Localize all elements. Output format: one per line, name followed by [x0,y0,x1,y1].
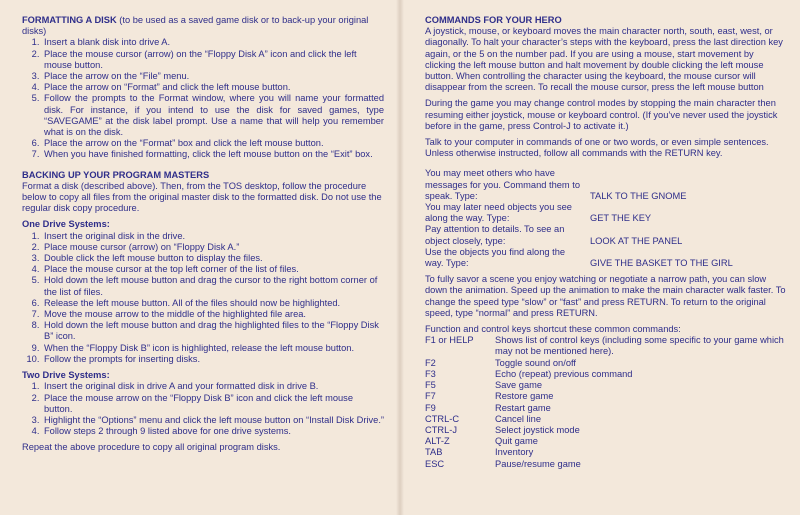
key-name: F3 [425,368,436,379]
format-heading-note: (to be used as a saved game disk or to back-up your original disks) [22,15,369,37]
list-item: 3. Double click the left mouse button to display the files. [42,253,384,264]
key-name: ALT-Z [425,436,450,447]
key-name: TAB [425,447,443,458]
commands-para-3: Talk to your computer in commands of one or two words, or even simple sentences. Unless otherwise instructed, follow all commands with the RETURN key. [425,137,769,159]
example-prompt: You may later need objects you see along the way. Type: [425,202,572,224]
format-heading: FORMATTING A DISK (to be used as a saved game disk or to back-up your original disks) [22,15,369,37]
list-item: 1. Insert the original disk in drive A and your formatted disk in drive B. [42,381,384,392]
list-item: 6. Release the left mouse button. All of the files should now be highlighted. [42,298,384,309]
list-item: 4. Place the arrow on “Format” and click the left mouse button. [42,82,384,93]
list-item: 4. Follow steps 2 through 9 listed above for one drive systems. [42,426,384,437]
list-item: 5. Hold down the left mouse button and drag the cursor to the right bottom corner of the list of files. [42,275,384,297]
list-item: 3. Highlight the “Options” menu and click the left mouse button on “Install Disk Drive.” [42,415,384,426]
key-description: Echo (repeat) previous command [495,368,633,379]
two-drive-steps [22,381,384,437]
list-item: 1. Insert a blank disk into drive A. [42,37,384,48]
one-drive-steps [22,231,384,365]
backup-intro: Format a disk (described above). Then, from the TOS desktop, follow the procedure below to copy all files from the original master disk to the formatted disk. Do not use the regular disk copy procedure. [22,180,382,214]
list-item: 2. Place the mouse arrow on the “Floppy Disk B” icon and click the left mouse button. [42,393,384,415]
list-item: 7. Move the mouse arrow to the middle of the highlighted file area. [42,309,384,320]
key-description: Quit game [495,436,538,447]
right-page [400,0,800,515]
control-keys-list [425,335,786,469]
example-command: LOOK AT THE PANEL [590,235,683,246]
key-name: ESC [425,458,445,469]
key-name: F5 [425,380,436,391]
list-item: 7. When you have finished formatting, click the left mouse button on the “Exit” box. [42,149,384,160]
list-item: 2. Place the mouse cursor (arrow) on the “Floppy Disk A” icon and click the left mouse button. [42,49,384,71]
list-item: 10. Follow the prompts for inserting disks. [42,354,384,365]
backup-closing: Repeat the above procedure to copy all original program disks. [22,442,281,453]
one-drive-heading: One Drive Systems: [22,219,110,230]
key-name: CTRL-C [425,413,460,424]
key-name: F2 [425,357,436,368]
example-command: GET THE KEY [590,213,652,224]
backup-heading: BACKING UP YOUR PROGRAM MASTERS [22,169,210,180]
keys-intro: Function and control keys shortcut these common commands: [425,324,681,335]
format-steps [22,37,384,160]
list-item: 9. When the “Floppy Disk B” icon is highlighted, release the left mouse button. [42,343,384,354]
two-drive-heading: Two Drive Systems: [22,370,110,381]
commands-para-2: During the game you may change control modes by stopping the main character then resuming either joystick, mouse or keyboard control. (If you’ve never used the joystick before in the game, press Control-J to activate it.) [425,98,778,131]
list-item: 6. Place the arrow on the “Format” box and click the left mouse button. [42,138,384,149]
example-prompt: Use the objects you find along the way. Type: [425,246,566,269]
commands-para-4: To fully savor a scene you enjoy watching or negotiate a narrow path, you can slow down the animation. Speed up the animation to make the main character walk faster. To change the speed type “slow” or “fast” and press RETURN. To return to the original speed, type “normal” and press RETURN. [425,274,786,318]
example-prompt: You may meet others who have messages for you. Command them to speak. Type: [425,168,581,201]
key-description: Shows list of control keys (including some specific to your game which may not be mentioned here). [495,335,784,357]
command-examples [425,168,786,269]
key-description: Select joystick mode [495,424,580,435]
key-name: F9 [425,402,436,413]
commands-para-1: A joystick, mouse, or keyboard moves the main character north, south, east, west, or diagonally. To halt your character’s steps with the keyboard, press the last direction key again, or the 5 on the number pad. If you are using a mouse, start movement by clicking the left mouse button and halt movement by double clicking the left mouse button. When controlling the character using the keyboard, the mouse cursor will disappear from the screen. To recall the mouse cursor, press the left mouse button [425,26,783,93]
key-description: Toggle sound on/off [495,357,576,368]
key-description: Restore game [495,391,554,402]
key-description: Save game [495,380,543,391]
list-item: 2. Place mouse cursor (arrow) on “Floppy Disk A.” [42,242,384,253]
commands-heading: COMMANDS FOR YOUR HERO [425,15,562,25]
key-description: Inventory [495,447,534,458]
key-description: Restart game [495,402,551,413]
key-name: CTRL-J [425,424,458,435]
key-name: F7 [425,391,436,402]
list-item: 3. Place the arrow on the “File” menu. [42,71,384,82]
list-item: 8. Hold down the left mouse button and drag the highlighted files to the “Floppy Disk B” icon. [42,320,384,342]
key-name: F1 or HELP [425,335,474,346]
list-item: 1. Insert the original disk in the drive. [42,231,384,242]
list-item: 5. Follow the prompts to the Format window, where you will name your formatted disk. For instance, if you intend to use the disk for saved games, type “SAVEGAME” at the disk label prompt. Use a name that will help you remember what is on the disk. [42,93,384,138]
example-command: GIVE THE BASKET TO THE GIRL [590,258,733,269]
example-prompt: Pay attention to details. To see an object closely, type: [425,224,565,246]
example-command: TALK TO THE GNOME [590,190,687,201]
key-description: Cancel line [495,413,541,424]
key-description: Pause/resume game [495,458,581,469]
list-item: 4. Place the mouse cursor at the top left corner of the list of files. [42,264,384,275]
